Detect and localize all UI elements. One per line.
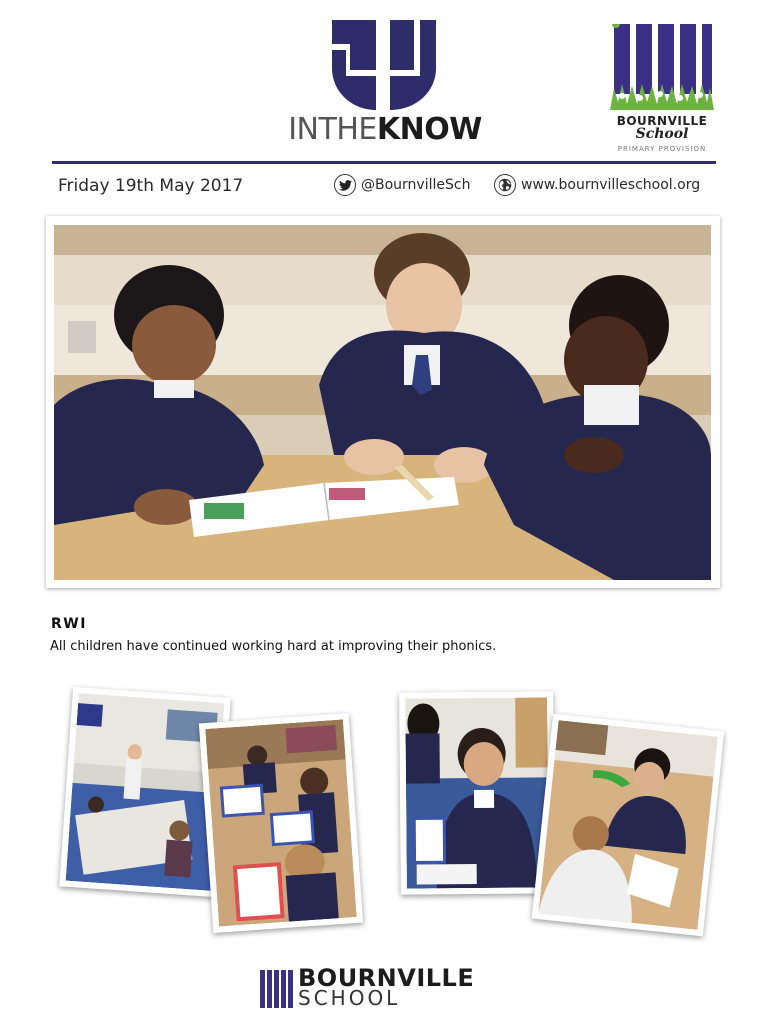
bournville-school-logo xyxy=(600,18,724,158)
footer-bournville-logo xyxy=(260,966,510,1012)
section-title-rwi: RWI xyxy=(51,616,87,632)
school-logo-name: BOURNVILLE xyxy=(616,114,708,128)
in-the-know-logo xyxy=(280,18,490,148)
polaroid-photo-writing xyxy=(532,714,725,937)
section-body-text: All children have continued working hard at improving their phonics. xyxy=(50,639,497,654)
polaroid-photo-whiteboards xyxy=(199,713,363,933)
footer-bars-icon xyxy=(260,970,294,1008)
newsletter-date: Friday 19th May 2017 xyxy=(58,176,244,196)
footer-logo-line1: BOURNVILLE xyxy=(298,964,475,992)
twitter-icon xyxy=(334,174,356,196)
school-logo-subname: School xyxy=(635,126,689,142)
logo-wordmark: INTHEKNOW xyxy=(288,112,482,147)
hero-photo-frame xyxy=(46,216,720,588)
polaroid-photo-smiling-boy xyxy=(399,691,555,894)
twitter-handle-link[interactable] xyxy=(334,174,470,196)
school-bars-icon xyxy=(610,24,714,110)
website-url: www.bournvilleschool.org xyxy=(521,177,701,193)
globe-icon xyxy=(494,174,516,196)
footer-logo-line2: SCHOOL xyxy=(298,986,401,1010)
twitter-handle: @BournvilleSch xyxy=(361,177,471,193)
logo-mark-icon xyxy=(332,20,436,110)
website-link[interactable] xyxy=(494,174,700,196)
hero-photo-children-reading xyxy=(54,225,711,580)
school-logo-tagline: PRIMARY PROVISION xyxy=(617,145,707,153)
header-divider xyxy=(52,161,716,164)
